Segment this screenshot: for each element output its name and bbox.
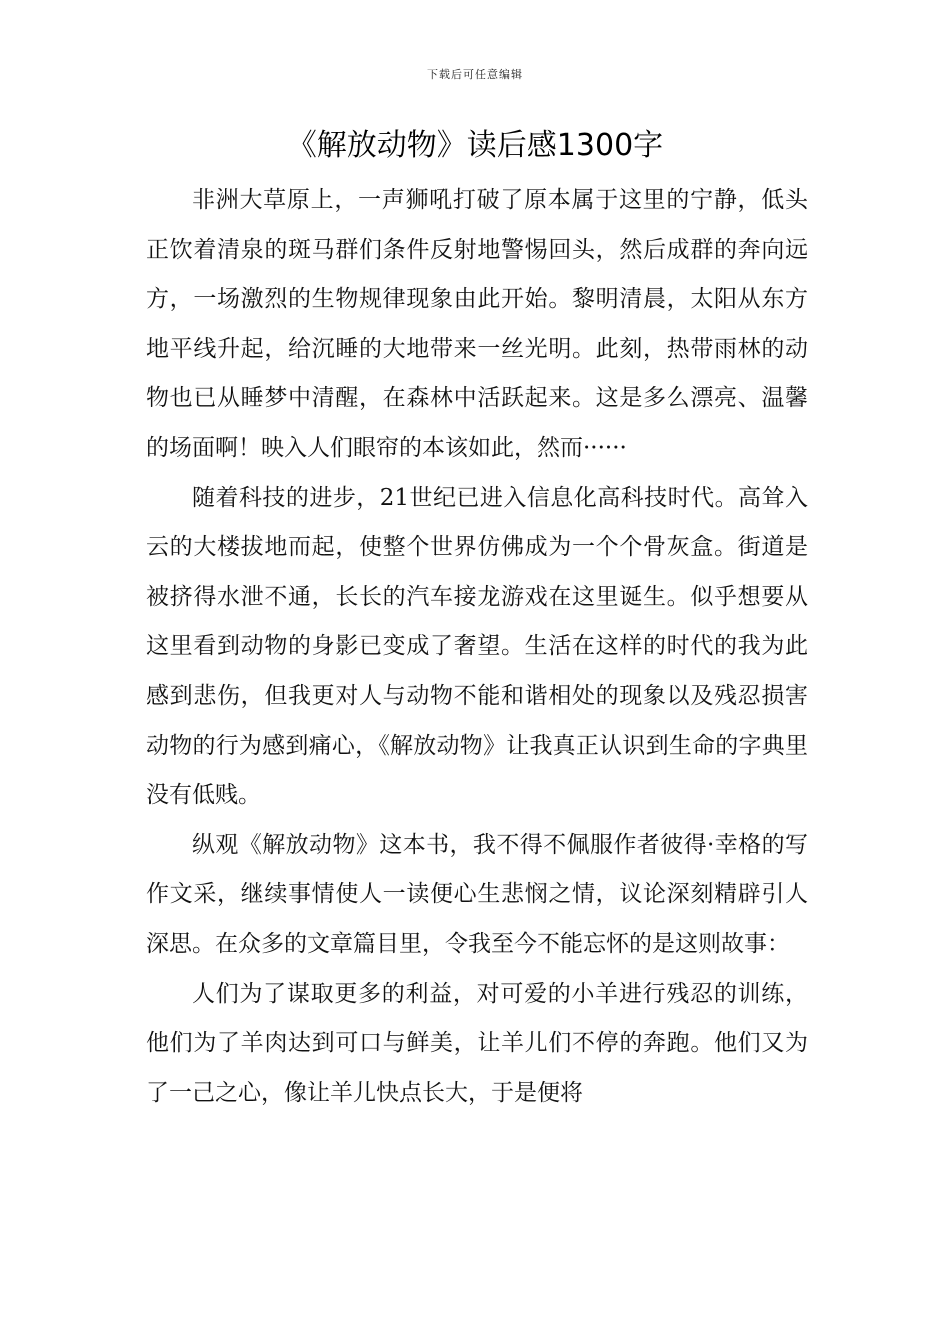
header-note: 下载后可任意编辑 bbox=[427, 68, 523, 81]
paragraph: 随着科技的进步，21世纪已进入信息化高科技时代。高耸入云的大楼拔地而起，使整个世界仿佛成为一个个骨灰盒。街道是被挤得水泄不通，长长的汽车接龙游戏在这里诞生。似乎想要从这里看到动物的身影已变成了奢望。生活在这样的时代的我为此感到悲伤，但我更对人与动物不能和谐相处的现象以及残忍损害动物的行为感到痛心，《解放动物》让我真正认识到生命的字典里没有低贱。 bbox=[146, 484, 808, 809]
page-title: 《解放动物》读后感1300字 bbox=[286, 128, 664, 163]
paragraph: 人们为了谋取更多的利益，对可爱的小羊进行残忍的训练，他们为了羊肉达到可口与鲜美，让羊儿们不停的奔跑。他们又为了一己之心，像让羊儿快点长大，于是便将 bbox=[146, 980, 808, 1106]
paragraph: 非洲大草原上，一声狮吼打破了原本属于这里的宁静，低头正饮着清泉的斑马群们条件反射地警惕回头，然后成群的奔向远方，一场激烈的生物规律现象由此开始。黎明清晨，太阳从东方地平线升起，给沉睡的大地带来一丝光明。此刻，热带雨林的动物也已从睡梦中清醒，在森林中活跃起来。这是多么漂亮、温馨的场面啊！映入人们眼帘的本该如此，然而······ bbox=[146, 187, 808, 461]
paragraph: 纵观《解放动物》这本书，我不得不佩服作者彼得·幸格的写作文采，继续事情使人一读便心生悲悯之情，议论深刻精辟引人深思。在众多的文章篇目里，令我至今不能忘怀的是这则故事： bbox=[146, 831, 808, 957]
document-body bbox=[146, 176, 808, 1118]
